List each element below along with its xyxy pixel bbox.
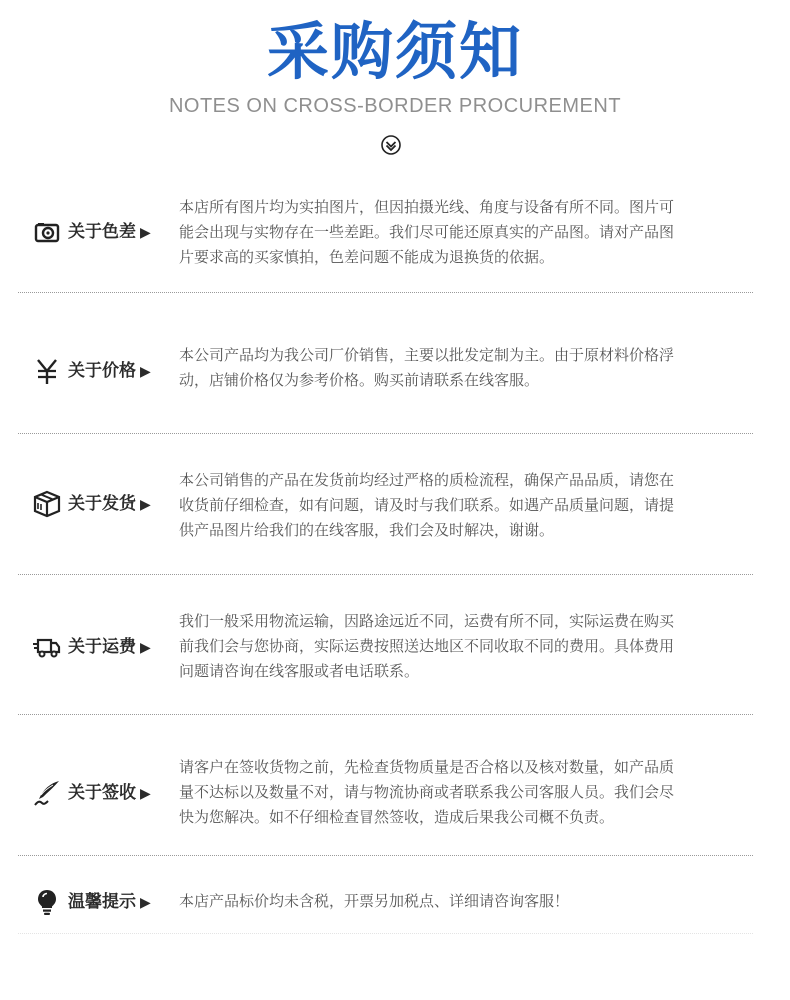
section-shipping bbox=[0, 466, 790, 556]
section-text: 本公司产品均为我公司厂价销售，主要以批发定制为主。由于原材料价格浮 动，店铺价格仅为参考价格。购买前请联系在线客服。 bbox=[179, 346, 675, 389]
section-text: 我们一般采用物流运输，因路途远近不同，运费有所不同，实际运费在购买 前我们会与您协商，实际运费按照送达地区不同收取不同的费用。具体费用 问题请咨询在线客服或者电话联系。 bbox=[179, 612, 675, 680]
section-color-difference bbox=[0, 190, 790, 294]
truck-icon bbox=[33, 633, 61, 661]
section-label: 关于签收 ▶ bbox=[68, 783, 151, 803]
yen-icon bbox=[33, 357, 61, 385]
page-subtitle: NOTES ON CROSS-BORDER PROCUREMENT bbox=[168, 95, 622, 117]
chevron-down-circle-icon[interactable] bbox=[380, 134, 402, 156]
divider bbox=[18, 933, 753, 934]
divider bbox=[18, 855, 753, 856]
lightbulb-icon bbox=[33, 888, 61, 916]
section-label: 关于价格 ▶ bbox=[68, 361, 151, 381]
divider bbox=[18, 714, 753, 715]
divider bbox=[18, 433, 753, 434]
package-icon bbox=[33, 490, 61, 518]
section-label: 关于运费 ▶ bbox=[68, 637, 151, 657]
section-text: 本店所有图片均为实拍图片，但因拍摄光线、角度与设备有所不同。图片可 能会出现与实物存在一些差距。我们尽可能还原真实的产品图。请对产品图 片要求高的买家慎拍，色差问题不能成为退换货的依据。 bbox=[179, 198, 675, 266]
divider bbox=[18, 292, 753, 293]
section-signing bbox=[0, 752, 790, 842]
section-price bbox=[0, 340, 790, 400]
section-label: 关于发货 ▶ bbox=[68, 494, 151, 514]
pen-icon bbox=[33, 779, 61, 807]
section-label: 温馨提示 ▶ bbox=[68, 892, 151, 912]
divider bbox=[18, 574, 753, 575]
section-text: 请客户在签收货物之前，先检查货物质量是否合格以及核对数量，如产品质 量不达标以及数量不对，请与物流协商或者联系我公司客服人员。我们会尽 快为您解决。如不仔细检查冒然签收，造成后果我公司概不负责。 bbox=[179, 758, 675, 826]
section-text: 本店产品标价均未含税，开票另加税点、详细请咨询客服！ bbox=[179, 892, 570, 910]
section-freight bbox=[0, 607, 790, 697]
section-tips bbox=[0, 886, 790, 916]
section-label: 关于色差 ▶ bbox=[68, 222, 151, 242]
page-title: 采购须知 bbox=[266, 15, 523, 88]
camera-icon bbox=[33, 218, 61, 246]
section-text: 本公司销售的产品在发货前均经过严格的质检流程，确保产品品质，请您在 收货前仔细检查，如有问题，请及时与我们联系。如遇产品质量问题，请提 供产品图片给我们的在线客服，我们会及时解决，谢谢。 bbox=[179, 471, 675, 539]
